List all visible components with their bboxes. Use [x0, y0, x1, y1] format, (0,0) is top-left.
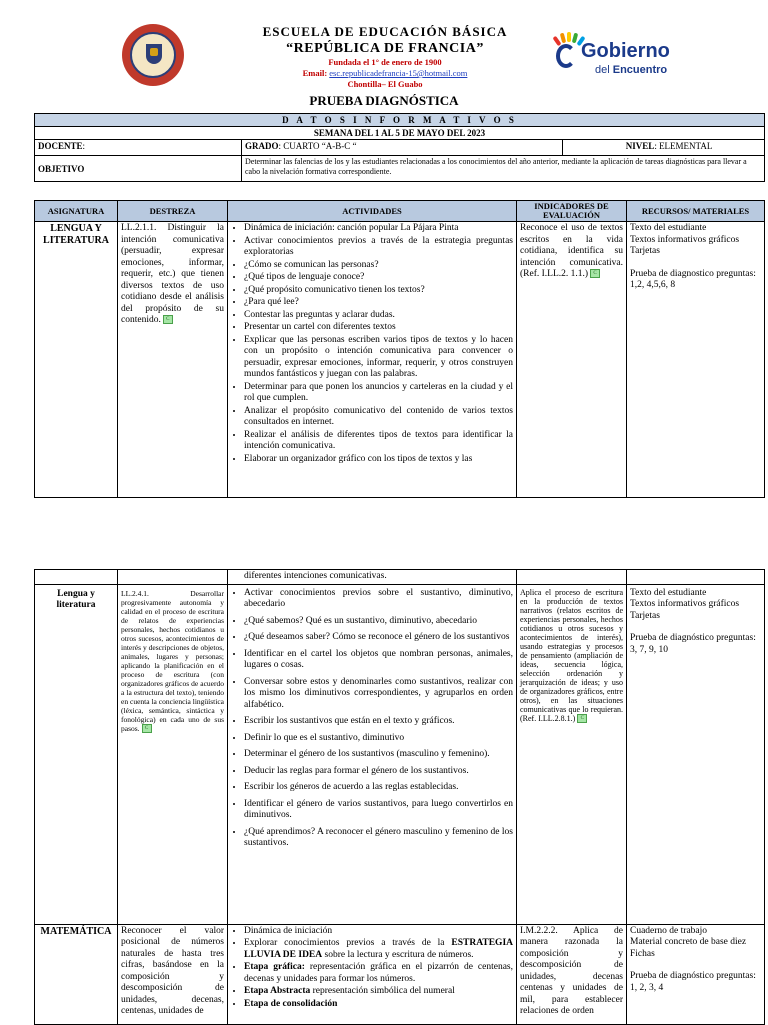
list-item: • Escribir los sustantivos que están en el texto y gráficos. — [244, 716, 513, 728]
list-item: • ¿Qué tipos de lenguaje conoce? — [244, 272, 513, 284]
list-item: • ¿Qué propósito comunicativo tienen los textos? — [244, 285, 513, 297]
document-title: PRUEBA DIAGNÓSTICA — [309, 93, 459, 108]
list-item: • Presentar un cartel con diferentes textos — [244, 322, 513, 334]
activities-row1 — [231, 223, 513, 465]
plan-table-2 — [34, 569, 765, 1025]
list-item: • Determinar el género de los sustantivos (masculino y femenino). — [244, 749, 513, 761]
founded-date: Fundada el 1° de enero de 1900 — [328, 57, 442, 67]
comment-badge[interactable]: C — [590, 269, 600, 278]
school-subtitle: “REPÚBLICA DE FRANCIA” — [286, 41, 484, 56]
list-item: • ¿Cómo se comunican las personas? — [244, 260, 513, 272]
list-item: • Dinámica de iniciación — [244, 926, 513, 938]
plan-table-1 — [34, 200, 765, 498]
nivel-label: NIVEL — [625, 141, 655, 151]
list-item: • Realizar el análisis de diferentes tipos de textos para identificar la intención comunicativa. — [244, 430, 513, 453]
list-item: • Determinar para que ponen los anuncios y carteleras en la ciudad y el rol que cumplen. — [244, 382, 513, 405]
subject-lengua: LENGUA Y LITERATURA — [35, 222, 118, 498]
col-indicadores: INDICADORES DE EVALUACIÓN — [517, 201, 627, 222]
gov-logo-title: Gobierno — [581, 40, 670, 62]
objetivo-text: Determinar las falencias de los y las estudiantes relacionadas a los conocimientos del año anterior, mediante la aplicación de tareas diagnósticas para llevar a cabo la nivelación formativa correspondiente. — [242, 156, 765, 182]
list-item: • Deducir las reglas para formar el género de los sustantivos. — [244, 766, 513, 778]
docente-label: DOCENTE — [38, 141, 83, 151]
letterhead — [0, 0, 768, 92]
email-link[interactable]: esc.republicadefrancia-15@hotmail.com — [329, 68, 468, 78]
indicator-row1: Reconoce el uso de textos escritos en la vida cotidiana, identifica su intención comunicativa. (Ref. I.LL.2. 1.1.) C — [517, 222, 627, 498]
comment-badge[interactable]: C — [142, 724, 152, 733]
indicator-row2: Aplica el proceso de escritura en la producción de textos narrativos (relatos escritos de experiencias personales, hechos cotidianos u otros sucesos y acontecimientos de interés), usando estrategias y procesos de pensamiento (ampliación de ideas, secuencia lógica, selección ordenación y jerarquización de ideas; y uso de organizadores gráficos, entre otros), en las situaciones comunicativas que lo requieran. (Ref. I.LL.2.8.1.) C — [517, 584, 627, 924]
resources-row3: Cuaderno de trabajo Material concreto de base diez Fichas Prueba de diagnóstico preguntas: 1, 2, 3, 4 — [627, 924, 765, 1024]
col-actividades: ACTIVIDADES — [228, 201, 517, 222]
activities-row2 — [231, 588, 513, 850]
list-item: • ¿Para qué lee? — [244, 297, 513, 309]
list-item: • Etapa de consolidación — [244, 999, 513, 1011]
resources-row1: Texto del estudiante Textos informativos gráficos Tarjetas Prueba de diagnostico preguntas: 1,2, 4,5,6, 8 — [627, 222, 765, 498]
comment-badge[interactable]: C — [577, 714, 587, 723]
comment-badge[interactable]: C — [163, 315, 173, 324]
col-destreza: DESTREZA — [118, 201, 228, 222]
list-item: • Etapa Abstracta representación simbólica del numeral — [244, 986, 513, 998]
list-item: • ¿Qué aprendimos? A reconocer el género masculino y femenino de los sustantivos. — [244, 827, 513, 850]
nivel-value: : ELEMENTAL — [654, 141, 713, 151]
list-item: • Dinámica de iniciación: canción popular La Pájara Pinta — [244, 223, 513, 235]
subject-matematica: MATEMÁTICA — [35, 924, 118, 1024]
location: Chontilla– El Guabo — [347, 79, 423, 89]
list-item: • ¿Qué deseamos saber? Cómo se reconoce el género de los sustantivos — [244, 632, 513, 644]
list-item: • Conversar sobre estos y denominarles como sustantivos, realizar con los mismo los diminutivos correspondientes, y agruparlos en orden alfabético. — [244, 677, 513, 712]
list-item: • Identificar en el cartel los objetos que nombran personas, animales, lugares o cosas. — [244, 649, 513, 672]
grado-label: GRADO — [245, 141, 279, 151]
subject-lengua-2: Lengua y literatura — [35, 584, 118, 924]
skill-row3: Reconocer el valor posicional de números naturales de hasta tres cifras, basándose en la composición y descomposición de unidades, decenas, centenas, unidades de — [118, 924, 228, 1024]
school-name: ESCUELA DE EDUCACIÓN BÁSICA — [262, 24, 508, 39]
list-item: • ¿Qué sabemos? Qué es un sustantivo, diminutivo, abecedario — [244, 616, 513, 628]
info-table: D A T O S I N F O R M A T I V O S SEMANA DEL 1 AL 5 DE MAYO DEL 2023 DOCENTE: GRADO: CUARTO “A-B-C “ NIVEL: ELEMENTAL OBJETIVO Determinar las falencias de los y las estudiantes relacionadas a los conocimientos del año anterior, mediante la aplicación de tareas diagnósticas para llevar a cabo la nivelación formativa correspondiente. — [34, 113, 765, 182]
week-header: SEMANA DEL 1 AL 5 DE MAYO DEL 2023 — [35, 127, 765, 140]
resources-row2: Texto del estudiante Textos informativos gráficos Tarjetas Prueba de diagnóstico preguntas: 3, 7, 9, 10 — [627, 584, 765, 924]
list-item: • Analizar el propósito comunicativo del contenido de varios textos consultados en internet. — [244, 406, 513, 429]
list-item: • Elaborar un organizador gráfico con los tipos de textos y las — [244, 454, 513, 466]
skill-row1: LL.2.1.1. Distinguir la intención comunicativa (persuadir, expresar emociones, informar, requerir, etc.) que tienen diversos textos de uso cotidiano desde el análisis del propósito de su contenido. C — [118, 222, 228, 498]
grado-value: : CUARTO “A-B-C “ — [278, 141, 357, 151]
datos-header: D A T O S I N F O R M A T I V O S — [35, 114, 765, 127]
gov-logo-encuentro: Encuentro — [612, 64, 668, 76]
col-recursos: RECURSOS/ MATERIALES — [627, 201, 765, 222]
objetivo-label: OBJETIVO — [38, 163, 85, 174]
list-item: • Definir lo que es el sustantivo, diminutivo — [244, 733, 513, 745]
col-asignatura: ASIGNATURA — [35, 201, 118, 222]
list-item: • Escribir los géneros de acuerdo a las reglas establecidas. — [244, 782, 513, 794]
list-item: • Identificar el género de varios sustantivos, para luego convertirlos en diminutivos. — [244, 799, 513, 822]
list-item: • Activar conocimientos previos sobre el sustantivo, diminutivo, abecedario — [244, 588, 513, 611]
skill-row2: LL.2.4.1. Desarrollar progresivamente autonomía y calidad en el proceso de escritura de relatos de experiencias personales, hechos cotidianos u otros sucesos, acontecimientos de interés y descripciones de objetos, animales, lugares y personas; aplicando la planificación en el proceso de escritura (con organizadores gráficos de acuerdo a la estructura del texto), teniendo en cuenta la conciencia lingüística (léxica, semántica, sintáctica y fonológica) en cada uno de sus pasos. C — [118, 584, 228, 924]
indicator-row3: I.M.2.2.2. Aplica de manera razonada la composición y descomposición de unidades, decenas centenas y unidades de mil, para establecer relaciones de orden — [517, 924, 627, 1024]
school-seal-logo — [122, 24, 184, 86]
government-logo — [553, 32, 693, 82]
list-item: • Etapa gráfica: representación gráfica en el pizarrón de centenas, decenas y unidades para formar los números. — [244, 962, 513, 985]
list-item: • Contestar las preguntas y aclarar dudas. — [244, 310, 513, 322]
gov-logo-del: del — [595, 64, 610, 76]
activity-continued: diferentes intenciones comunicativas. — [244, 571, 387, 581]
list-item: • Explicar que las personas escriben varios tipos de textos y lo hacen con un propósito o intención comunicativa para convencer o persuadir, expresar emociones, informar, requerir, y otros construyen mundos fantásticos y juegan con las palabras. — [244, 335, 513, 381]
activities-row3 — [231, 926, 513, 1011]
email-label: Email: — [302, 68, 328, 78]
list-item: • Explorar conocimientos previos a través de la ESTRATEGIA LLUVIA DE IDEA sobre la lectura y escritura de números. — [244, 938, 513, 961]
list-item: • Activar conocimientos previos a través de la estrategia preguntas exploratorias — [244, 236, 513, 259]
school-info — [200, 24, 570, 90]
